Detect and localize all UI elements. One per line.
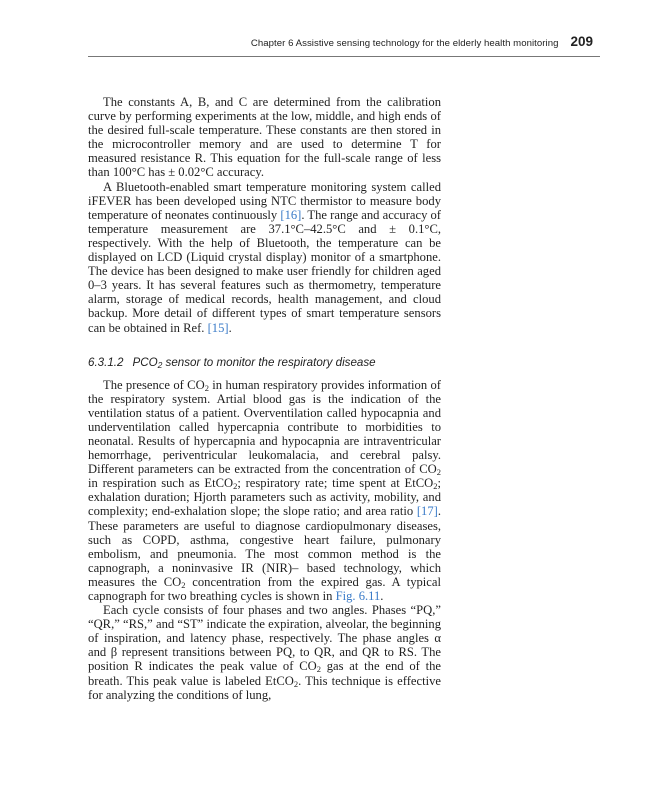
citation-link[interactable]: [16]	[280, 207, 302, 222]
subscript: 2	[436, 467, 441, 478]
page-number: 209	[570, 34, 593, 49]
paragraph-co2-respiration	[88, 378, 441, 604]
subscript: 2	[204, 382, 209, 393]
running-title: Chapter 6 Assistive sensing technology for the elderly health monitoring	[250, 38, 559, 49]
subscript: 2	[233, 481, 238, 492]
text: . This technique is effective for analyzing the conditions of lung,	[88, 673, 441, 702]
figure-link[interactable]: Fig. 6.11	[335, 589, 381, 603]
body-text	[88, 95, 441, 702]
subscript: 2	[433, 481, 438, 492]
subscript: 2	[293, 678, 299, 689]
running-header	[88, 34, 593, 54]
text: ; respiratory rate; time spent at EtCO	[237, 476, 434, 491]
text: in human respiratory provides information of the respiratory system. Artial blood gas is the indication of the ventilation status of a patient. Overventilation called hypocapnia and underventilation called hypercapnia contribute to morbidities to neonatal. Results of hypercapnia and hypocapnia are intraventricular hemorrhage, periventricular leukomalacia, and cerebral palsy. Different parameters can be extracted from the concentration of CO	[88, 377, 441, 477]
text: concentration from the expired gas. A typical capnograph for two breathing cycles is shown in	[88, 574, 441, 603]
text: The presence of CO	[103, 377, 205, 392]
text: .	[228, 320, 232, 335]
subscript: 2	[316, 664, 321, 675]
section-title-text: sensor to monitor the respiratory disease	[162, 355, 376, 369]
text: . The range and accuracy of temperature measurement are 37.1°C–42.5°C and ± 0.1°C, respectively. With the help of Bluetooth, the temperature can be displayed on LCD (Liquid crystal display) monitor of a smartphone. The device has been designed to make user friendly for children aged 0–3 years. It has several features such as thermometry, temperature alarm, storage of medical records, health management, and cloud backup. More detail of different types of smart temperature sensors can be obtained in Ref.	[88, 207, 442, 335]
text: A Bluetooth-enabled smart temperature monitoring system called iFEVER has been developed using NTC thermistor to measure body temperature of neonates continuously	[88, 179, 441, 222]
text: Each cycle consists of four phases and two angles. Phases “PQ,” “QR,” “RS,” and “ST” indicate the expiration, alveolar, the beginning of inspiration, and latency phase, respectively. The phase angles α and β represent transitions between PQ, to QR, and QR to RS. The position R indicates the peak value of CO	[88, 603, 442, 674]
section-heading	[88, 356, 441, 370]
section-title-text: PCO	[132, 355, 158, 369]
text: in respiration such as EtCO	[88, 476, 234, 491]
text: ; exhalation duration; Hjorth parameters such as activity, mobility, and complexity; end-exhalation slope; the slope ratio; and area ratio	[88, 476, 441, 519]
citation-link[interactable]: [17]	[416, 504, 438, 519]
header-rule	[88, 56, 600, 57]
text: .	[380, 589, 384, 603]
paragraph-ifever	[88, 180, 441, 335]
section-number: 6.3.1.2	[88, 355, 124, 369]
text: . These parameters are useful to diagnose cardiopulmonary diseases, such as COPD, asthma, congestive heart failure, pulmonary embolism, and pneumonia. The most common method is the capnograph, a noninvasive IR (NIR)– based technology, which measures the CO	[88, 504, 441, 589]
subscript: 2	[157, 359, 163, 370]
subscript: 2	[181, 579, 186, 590]
section-title	[132, 356, 375, 369]
text: gas at the end of the breath. This peak value is labeled EtCO	[88, 659, 441, 688]
paragraph-capnograph-phases	[88, 603, 441, 702]
paragraph-calibration-constants: The constants A, B, and C are determined from the calibration curve by performing experiments at the low, middle, and high ends of the desired full-scale temperature. These constants are then stored in the microcontroller memory and are used to determine T for measured resistance R. This equation for the full-scale range of less than 100°C has ± 0.02°C accuracy.	[88, 95, 441, 180]
citation-link[interactable]: [15]	[207, 320, 229, 335]
